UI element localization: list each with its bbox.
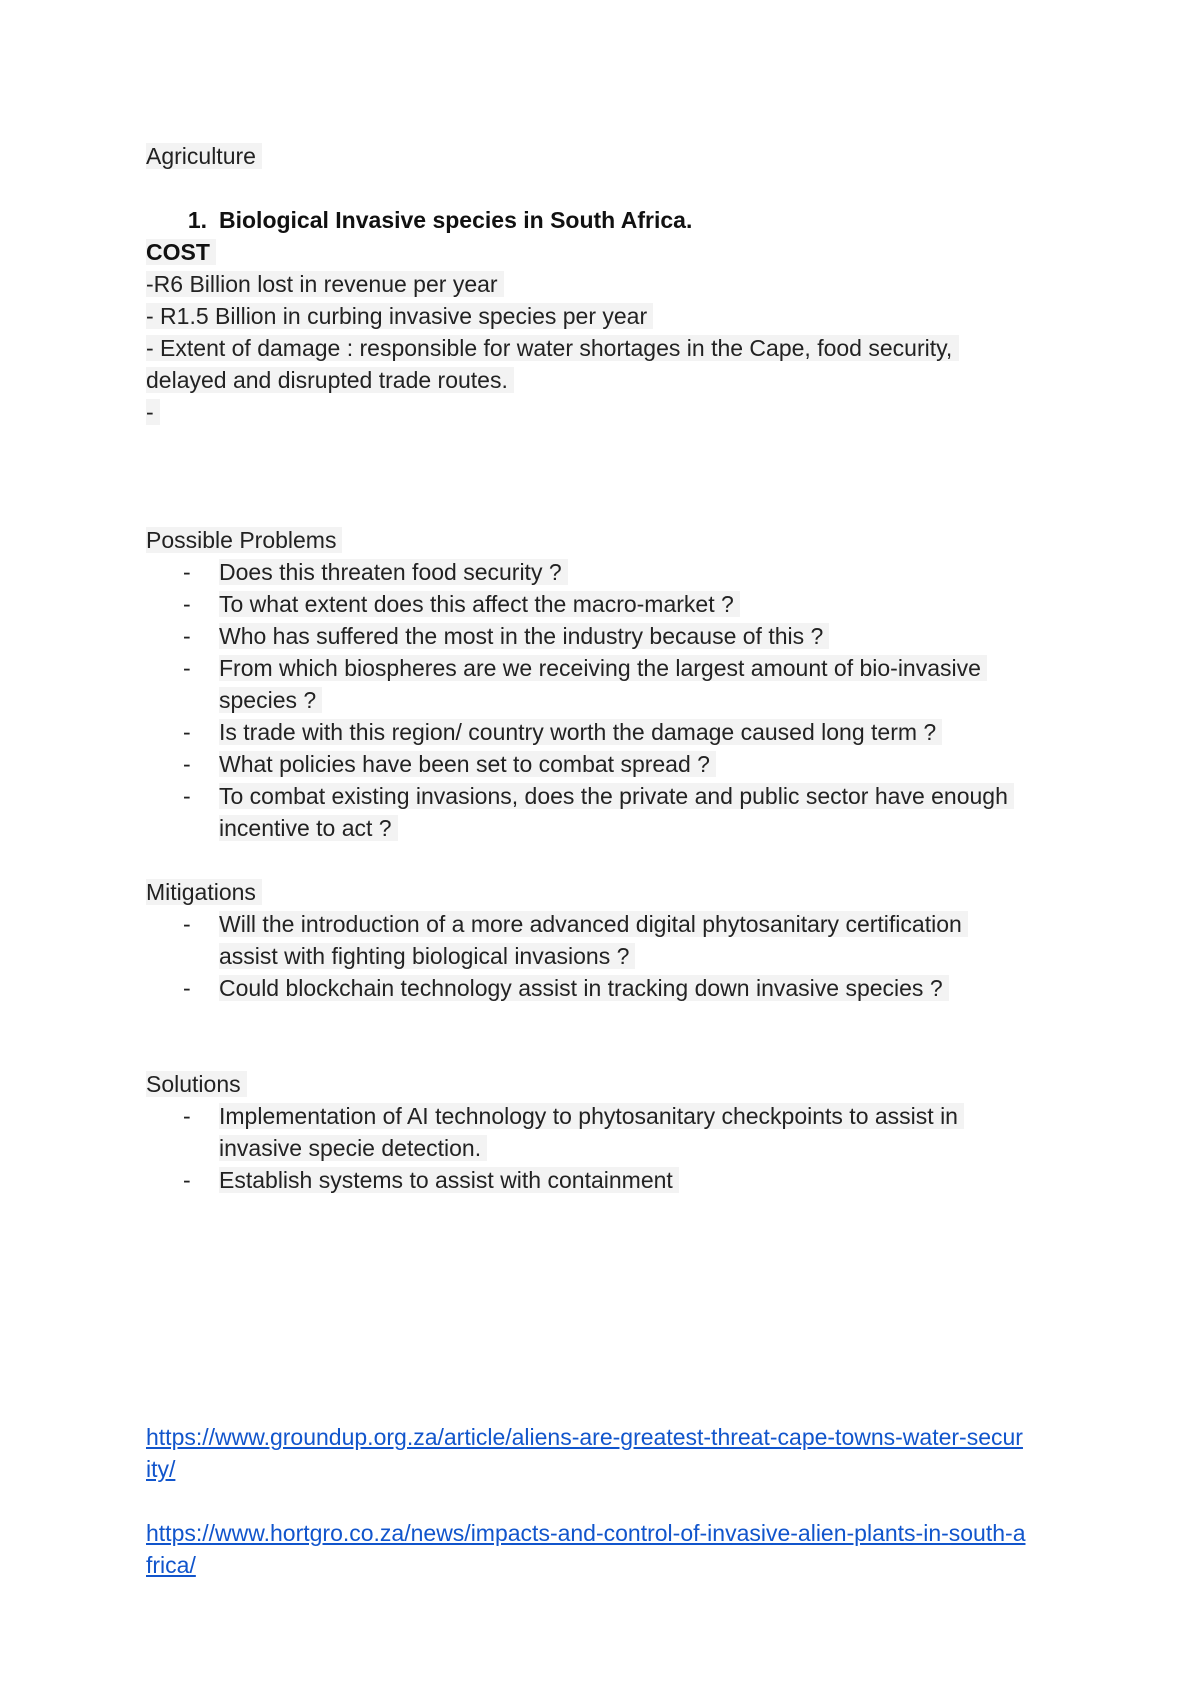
spacer [146,1004,1076,1068]
list-item: - Implementation of AI technology to phytosanitary checkpoints to assist in invasive specie detection. [146,1100,1076,1164]
list-item: - What policies have been set to combat spread ? [146,748,1076,780]
list-item: - Does this threaten food security ? [146,556,1076,588]
spacer [146,1485,1076,1517]
solutions-label: Solutions [146,1068,1076,1100]
spacer [146,172,1076,204]
spacer [146,1196,1076,1421]
document-heading: Agriculture [146,140,1076,172]
list-item: - Is trade with this region/ country worth the damage caused long term ? [146,716,1076,748]
list-item: - Who has suffered the most in the industry because of this ? [146,620,1076,652]
reference-link[interactable]: https://www.groundup.org.za/article/aliens-are-greatest-threat-cape-towns-water-security/ [146,1424,1023,1482]
list-item: - Could blockchain technology assist in tracking down invasive species ? [146,972,1076,1004]
spacer [146,844,1076,876]
problems-list [146,556,1076,844]
problems-label: Possible Problems [146,524,1076,556]
section-number: 1. [187,207,207,233]
cost-label: COST [146,236,1076,268]
cost-line: - Extent of damage : responsible for water shortages in the Cape, food security, delayed and disrupted trade routes. [146,335,959,393]
list-item: - To what extent does this affect the macro-market ? [146,588,1076,620]
cost-line: - R1.5 Billion in curbing invasive species per year [146,300,1076,332]
cost-line: -R6 Billion lost in revenue per year [146,268,1076,300]
mitigations-list [146,908,1076,1004]
cost-line: - [146,396,1076,428]
list-item: - To combat existing invasions, does the private and public sector have enough incentive to act ? [146,780,1076,844]
solutions-list [146,1100,1076,1196]
list-item: - From which biospheres are we receiving the largest amount of bio-invasive species ? [146,652,1076,716]
section-title [146,204,1076,236]
reference-link[interactable]: https://www.hortgro.co.za/news/impacts-and-control-of-invasive-alien-plants-in-south-africa/ [146,1520,1026,1578]
mitigations-label: Mitigations [146,876,1076,908]
list-item: - Establish systems to assist with containment [146,1164,1076,1196]
section-title-text: Biological Invasive species in South Africa. [219,207,693,233]
spacer [146,428,1076,524]
document-page [146,140,1076,1581]
list-item: - Will the introduction of a more advanced digital phytosanitary certification assist with fighting biological invasions ? [146,908,1076,972]
